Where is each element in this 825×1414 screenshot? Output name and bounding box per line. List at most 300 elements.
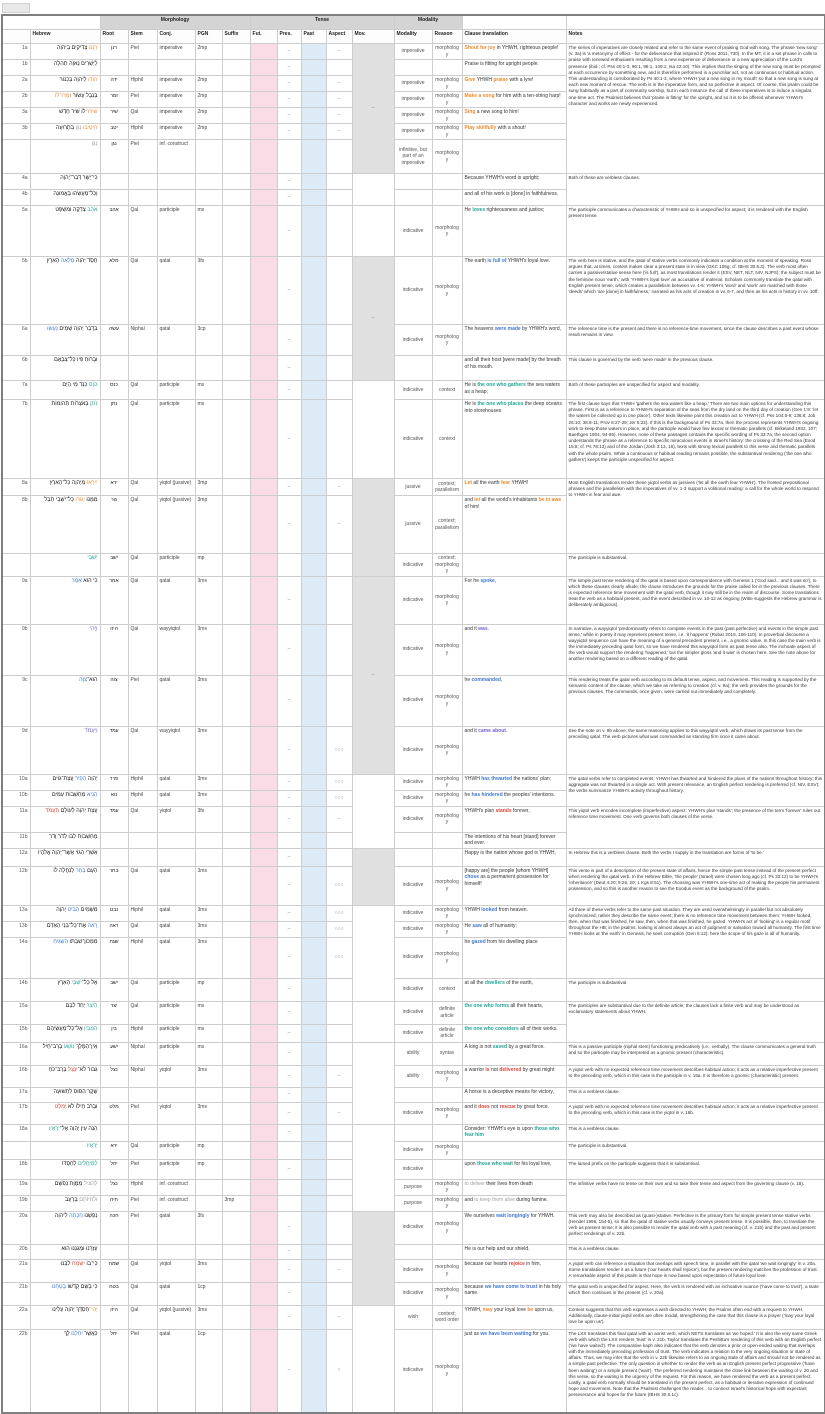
- cell-future[interactable]: [250, 576, 277, 624]
- cell-root[interactable]: בחר: [100, 866, 128, 905]
- cell-present[interactable]: –: [277, 576, 301, 624]
- cell-suffix[interactable]: [222, 921, 250, 937]
- cell-aspect[interactable]: [326, 60, 352, 76]
- cell-stem[interactable]: Piel: [128, 1195, 157, 1211]
- cell-past[interactable]: [301, 806, 326, 832]
- cell-root[interactable]: ראה: [100, 921, 128, 937]
- cell-reason[interactable]: morphology: [432, 921, 462, 937]
- cell-pgn[interactable]: [195, 140, 222, 174]
- cell-verse-ref[interactable]: 3a: [2, 108, 30, 124]
- cell-pgn[interactable]: mp: [195, 554, 222, 577]
- cell-hebrew[interactable]: [30, 479, 100, 496]
- cell-verse-ref[interactable]: 9c: [2, 675, 30, 726]
- cell-clause-translation[interactable]: [462, 790, 566, 806]
- cell-clause-translation[interactable]: [462, 1102, 566, 1124]
- cell-root[interactable]: זמר: [100, 92, 128, 108]
- col-past[interactable]: Past: [301, 30, 326, 44]
- cell-verse-ref[interactable]: 16b: [2, 1065, 30, 1087]
- cell-clause-translation[interactable]: [462, 479, 566, 496]
- cell-pgn[interactable]: 3ms: [195, 675, 222, 726]
- cell-present[interactable]: [277, 1141, 301, 1159]
- cell-notes[interactable]: This yiqtol verb encodes incomplete (imperfective) aspect: YHWH's plan 'stands'; the presence of the term 'forever' rules out reference time movement. One verb governs both clauses of the verse.: [566, 806, 825, 848]
- cell-past[interactable]: [301, 1124, 326, 1141]
- cell-hebrew[interactable]: [30, 1244, 100, 1259]
- cell-stem[interactable]: Qal: [128, 1305, 157, 1329]
- cell-notes[interactable]: The lamed prefix on the participle suggests that it is substantival.: [566, 1159, 825, 1179]
- cell-root[interactable]: רנן: [100, 44, 128, 60]
- cell-modality[interactable]: indicative: [394, 624, 432, 675]
- cell-stem[interactable]: Piel: [128, 1102, 157, 1124]
- cell-past[interactable]: [301, 832, 326, 848]
- cell-suffix[interactable]: [222, 774, 250, 790]
- cell-hebrew[interactable]: [30, 790, 100, 806]
- cell-aspect[interactable]: [326, 1042, 352, 1065]
- cell-movement[interactable]: –: [352, 44, 394, 174]
- cell-reason[interactable]: morphology: [432, 1141, 462, 1159]
- cell-past[interactable]: [301, 1065, 326, 1087]
- cell-clause-translation[interactable]: [462, 1065, 566, 1087]
- cell-present[interactable]: –: [277, 1159, 301, 1179]
- cell-present[interactable]: –: [277, 381, 301, 400]
- cell-verse-ref[interactable]: [2, 140, 30, 174]
- cell-verse-ref[interactable]: 11a: [2, 806, 30, 832]
- cell-conjugation[interactable]: yiqtol: [157, 1102, 195, 1124]
- cell-pgn[interactable]: 1cp: [195, 1329, 222, 1413]
- cell-hebrew[interactable]: [30, 1102, 100, 1124]
- cell-verse-ref[interactable]: 20b: [2, 1244, 30, 1259]
- cell-notes[interactable]: Both of these participles are unspecified for aspect and modality.: [566, 381, 825, 400]
- cell-root[interactable]: חכה: [100, 1211, 128, 1244]
- cell-stem[interactable]: Qal: [128, 479, 157, 496]
- cell-verse-ref[interactable]: 16a: [2, 1042, 30, 1065]
- cell-clause-translation[interactable]: [462, 905, 566, 921]
- cell-aspect[interactable]: [326, 190, 352, 206]
- cell-root[interactable]: אהב: [100, 206, 128, 257]
- cell-reason[interactable]: morphology: [432, 76, 462, 92]
- cell-root[interactable]: נתן: [100, 400, 128, 479]
- cell-suffix[interactable]: [222, 356, 250, 381]
- cell-clause-translation[interactable]: [462, 848, 566, 866]
- cell-stem[interactable]: Qal: [128, 1141, 157, 1159]
- cell-future[interactable]: [250, 1001, 277, 1024]
- cell-modality[interactable]: [394, 1244, 432, 1259]
- cell-aspect[interactable]: [326, 848, 352, 866]
- cell-suffix[interactable]: [222, 806, 250, 832]
- cell-clause-translation[interactable]: [462, 1042, 566, 1065]
- cell-suffix[interactable]: [222, 905, 250, 921]
- cell-past[interactable]: [301, 726, 326, 774]
- cell-future[interactable]: [250, 774, 277, 790]
- cell-future[interactable]: [250, 1282, 277, 1305]
- cell-root[interactable]: נבט: [100, 905, 128, 921]
- cell-suffix[interactable]: [222, 206, 250, 257]
- cell-verse-ref[interactable]: 1a: [2, 44, 30, 60]
- cell-movement[interactable]: [352, 479, 394, 577]
- cell-verse-ref[interactable]: 6a: [2, 325, 30, 356]
- cell-conjugation[interactable]: participle: [157, 1141, 195, 1159]
- cell-pgn[interactable]: 3fs: [195, 257, 222, 325]
- cell-future[interactable]: [250, 866, 277, 905]
- cell-pgn[interactable]: mp: [195, 1141, 222, 1159]
- cell-hebrew[interactable]: [30, 921, 100, 937]
- cell-conjugation[interactable]: participle: [157, 206, 195, 257]
- cell-clause-translation[interactable]: [462, 774, 566, 790]
- cell-past[interactable]: [301, 174, 326, 190]
- cell-modality[interactable]: purpose: [394, 1179, 432, 1195]
- cell-stem[interactable]: Piel: [128, 92, 157, 108]
- cell-aspect[interactable]: ○○○: [326, 905, 352, 921]
- cell-stem[interactable]: Qal: [128, 206, 157, 257]
- cell-conjugation[interactable]: qatal: [157, 1329, 195, 1413]
- cell-modality[interactable]: jussive: [394, 479, 432, 496]
- cell-past[interactable]: [301, 479, 326, 496]
- cell-notes[interactable]: The verb here is stative, and the qatal of stative verbs commonly indicates a condition at the moment of speaking. Ross argues that, at times, context makes clear a present state is in view (GKC 106g; cf. IBHS 30.5.3). The verb most often carries a passive/stative sense here ('is full'), as most translations render it (ESV, NET, NLT, NIV, NJPS); the subject must be the feminine noun 'earth,' with 'YHWH's loyal love' an accusative of material. Scholars commonly translate the qatal with English present tense, which creates a parallelism between vv. 4-5: YHWH's 'word' and 'work' are matched with those 'deeds' which 'are [done] in faithfulness,' narrated as his acts of creation in vv. 6-7, and then as his acts in history in vv. 10ff.: [566, 257, 825, 325]
- cell-past[interactable]: [301, 124, 326, 140]
- cell-suffix[interactable]: [222, 1042, 250, 1065]
- cell-aspect[interactable]: ○○○: [326, 866, 352, 905]
- cell-root[interactable]: [100, 1124, 128, 1141]
- cell-reason[interactable]: morphology: [432, 1211, 462, 1244]
- cell-clause-translation[interactable]: [462, 1087, 566, 1102]
- cell-hebrew[interactable]: [30, 1259, 100, 1282]
- cell-conjugation[interactable]: imperative: [157, 124, 195, 140]
- cell-root[interactable]: ישׁב: [100, 554, 128, 577]
- cell-present[interactable]: –: [277, 76, 301, 92]
- cell-notes[interactable]: In Hebrew this is a verbless clause. Both the verbs I supply in the translation are forms of 'to be.': [566, 848, 825, 866]
- cell-clause-translation[interactable]: [462, 1211, 566, 1244]
- cell-modality[interactable]: indicative: [394, 257, 432, 325]
- cell-past[interactable]: [301, 1211, 326, 1244]
- cell-notes[interactable]: The first clause says that YHWH 'gathers the sea waters like a heap.' There are two main options for understanding this phrase. First is as a reference to YHWH's separation of the seas from the dry land on the third day of creation (Gen 1:9: 'let the waters be collected up in one place'). Other texts likewise point this creation act to YHWH (cf. Pss 104:5-9; 136:6; Job 26:10; 38:8-11; Prov 8:27-29; Jer 5:22). If this is the background of Ps 33:7a, then the process represents YHWH's ongoing work to keep those waters in place, and the participle would have few lexical or thematic parallels (cf. Birkeland 1932, 107; Baethgen 1904, 94-95). However, none of these passages contains the specific wording of Ps 33:7a; the second option understands the phrase as a reference to specific miraculous events in Israel's history: the crossing of the Red Sea (Exod 15:8; cf. Ps 78:13) and of the Jordan (Josh 3:13, 16), texts with strong lexical parallels to this verse and thematic parallels with the whole psalm. While a continuous or habitual reading remains possible, the substantival rendering ('the one who gathers') keeps the participle unspecified for aspect.: [566, 400, 825, 479]
- cell-clause-translation[interactable]: [462, 325, 566, 356]
- cell-suffix[interactable]: [222, 978, 250, 1001]
- cell-root[interactable]: חיה: [100, 1195, 128, 1211]
- cell-stem[interactable]: [128, 1087, 157, 1102]
- cell-conjugation[interactable]: imperative: [157, 108, 195, 124]
- cell-verse-ref[interactable]: 18a: [2, 1124, 30, 1141]
- cell-root[interactable]: מלא: [100, 257, 128, 325]
- cell-stem[interactable]: Qal: [128, 1001, 157, 1024]
- cell-aspect[interactable]: ○: [326, 1329, 352, 1413]
- cell-modality[interactable]: indicative: [394, 206, 432, 257]
- cell-present[interactable]: –: [277, 1042, 301, 1065]
- cell-verse-ref[interactable]: 2b: [2, 92, 30, 108]
- cell-notes[interactable]: This rendering treats the qatal verb according to its default tense, aspect, and movement. This reading is supported by the semantic content of the clause, which we take as referring to creation (cf. v. 9a); the verb provides the grounds for the previous clauses. The commands, once given, were carried out immediately and completely.: [566, 675, 825, 726]
- cell-modality[interactable]: [394, 1087, 432, 1102]
- cell-past[interactable]: [301, 206, 326, 257]
- cell-aspect[interactable]: [326, 356, 352, 381]
- cell-notes[interactable]: The participles are substantival due to the definite article; the clauses lack a finite verb and may be understood as exclamatory statements about YHWH.: [566, 1001, 825, 1042]
- cell-modality[interactable]: [394, 848, 432, 866]
- cell-movement[interactable]: [352, 1042, 394, 1124]
- cell-future[interactable]: [250, 790, 277, 806]
- cell-modality[interactable]: indicative: [394, 905, 432, 921]
- cell-modality[interactable]: indicative: [394, 726, 432, 774]
- cell-root[interactable]: [100, 174, 128, 190]
- cell-reason[interactable]: definite article: [432, 1024, 462, 1042]
- cell-stem[interactable]: Qal: [128, 1282, 157, 1305]
- cell-aspect[interactable]: [326, 1244, 352, 1259]
- cell-suffix[interactable]: [222, 496, 250, 554]
- cell-root[interactable]: יחל: [100, 1329, 128, 1413]
- cell-notes[interactable]: The LXX translates this final qatal with an aorist verb, which NETS translates as 'we hoped.' It is also the very same Greek verb with which the LXX renders 'trust' in v. 21b. Taylor translates the Peshitta's rendering of this verb with an English perfect ('we have waited'). The comparative kaph also indicates that the verb denotes a prior or open-ended waiting that overlaps with the immediately preceding profession of trust. The verb indicates a relation to the very ongoing situation or state of affairs. Thus, we may infer that the verb in v. 22b likewise refers to an ongoing state of affairs and should not be rendered as a simple past perfective. The only question is whether to render the verb as an English present perfect progressive ('have been waiting') or a simple present ('wait'). The preferred rendering maintains the close link between the waiting of v. 20 and this verse, so the waiting is the urgency of the request. For this reason, we have rendered the verb as a present perfect. Lastly, a qatal verb normally should be translated in the present perfect, as a habitual or iterative expression of continued hope and movement. Note that the Psalmist challenges the reader... to connect Israel's historical hope with expectant perseverance and hopes for the future (IBHS 30.5.1c).: [566, 1329, 825, 1413]
- cell-hebrew[interactable]: [30, 937, 100, 978]
- cell-verse-ref[interactable]: 7b: [2, 400, 30, 479]
- cell-suffix[interactable]: [222, 1001, 250, 1024]
- cell-past[interactable]: [301, 1329, 326, 1413]
- cell-clause-translation[interactable]: [462, 1329, 566, 1413]
- cell-root[interactable]: עמד: [100, 806, 128, 832]
- cell-pgn[interactable]: 3mp: [195, 479, 222, 496]
- cell-future[interactable]: [250, 190, 277, 206]
- cell-future[interactable]: [250, 1195, 277, 1211]
- cell-reason[interactable]: morphology: [432, 257, 462, 325]
- cell-suffix[interactable]: [222, 92, 250, 108]
- cell-hebrew[interactable]: [30, 848, 100, 866]
- cell-stem[interactable]: Niphal: [128, 1065, 157, 1087]
- cell-suffix[interactable]: [222, 381, 250, 400]
- cell-past[interactable]: [301, 848, 326, 866]
- cell-present[interactable]: –: [277, 905, 301, 921]
- cell-suffix[interactable]: [222, 257, 250, 325]
- cell-movement[interactable]: [352, 174, 394, 206]
- cell-stem[interactable]: Qal: [128, 921, 157, 937]
- cell-pgn[interactable]: ms: [195, 1042, 222, 1065]
- cell-present[interactable]: –: [277, 400, 301, 479]
- cell-hebrew[interactable]: [30, 624, 100, 675]
- cell-future[interactable]: [250, 1024, 277, 1042]
- cell-verse-ref[interactable]: 5b: [2, 257, 30, 325]
- cell-clause-translation[interactable]: [462, 1124, 566, 1141]
- cell-past[interactable]: [301, 937, 326, 978]
- cell-modality[interactable]: [394, 832, 432, 848]
- cell-clause-translation[interactable]: [462, 140, 566, 174]
- cell-reason[interactable]: morphology: [432, 206, 462, 257]
- cell-hebrew[interactable]: [30, 76, 100, 92]
- cell-reason[interactable]: morphology: [432, 576, 462, 624]
- cell-future[interactable]: [250, 44, 277, 60]
- cell-past[interactable]: [301, 1001, 326, 1024]
- cell-past[interactable]: [301, 92, 326, 108]
- cell-root[interactable]: מלט: [100, 1102, 128, 1124]
- cell-pgn[interactable]: 3ms: [195, 937, 222, 978]
- cell-hebrew[interactable]: [30, 381, 100, 400]
- cell-conjugation[interactable]: qatal: [157, 675, 195, 726]
- cell-future[interactable]: [250, 1179, 277, 1195]
- cell-conjugation[interactable]: participle: [157, 1024, 195, 1042]
- cell-future[interactable]: [250, 76, 277, 92]
- cell-suffix[interactable]: [222, 1259, 250, 1282]
- cell-reason[interactable]: morphology: [432, 790, 462, 806]
- cell-aspect[interactable]: [326, 1159, 352, 1179]
- cell-hebrew[interactable]: [30, 726, 100, 774]
- cell-past[interactable]: [301, 400, 326, 479]
- cell-hebrew[interactable]: [30, 1329, 100, 1413]
- cell-root[interactable]: ישׁע: [100, 1042, 128, 1065]
- cell-past[interactable]: [301, 921, 326, 937]
- cell-reason[interactable]: [432, 1159, 462, 1179]
- cell-reason[interactable]: morphology: [432, 1102, 462, 1124]
- cell-notes[interactable]: A yiqtol verb can reference a situation that overlaps with speech time, in parallel with the qatal 'we wait longingly' in v. 20a. Some translations render it as a future ('our hearts shall rejoice'), but the present rendering matches the profession of trust. A remarkable aspect of this psalm is that hope is now based upon expectation of future loyal love.: [566, 1259, 825, 1282]
- cell-hebrew[interactable]: [30, 675, 100, 726]
- cell-future[interactable]: [250, 257, 277, 325]
- cell-future[interactable]: [250, 848, 277, 866]
- cell-conjugation[interactable]: participle: [157, 381, 195, 400]
- cell-root[interactable]: בין: [100, 1024, 128, 1042]
- cell-stem[interactable]: Hiphil: [128, 124, 157, 140]
- cell-root[interactable]: נצל: [100, 1065, 128, 1087]
- cell-future[interactable]: [250, 1102, 277, 1124]
- cell-root[interactable]: פרר: [100, 774, 128, 790]
- cell-modality[interactable]: [394, 190, 432, 206]
- cell-aspect[interactable]: [326, 325, 352, 356]
- cell-suffix[interactable]: [222, 325, 250, 356]
- cell-pgn[interactable]: ms: [195, 400, 222, 479]
- cell-past[interactable]: [301, 108, 326, 124]
- cell-suffix[interactable]: [222, 1329, 250, 1413]
- cell-pgn[interactable]: 1cp: [195, 1282, 222, 1305]
- cell-root[interactable]: גור: [100, 496, 128, 554]
- cell-clause-translation[interactable]: [462, 400, 566, 479]
- cell-future[interactable]: [250, 1087, 277, 1102]
- cell-stem[interactable]: [128, 356, 157, 381]
- cell-aspect[interactable]: [326, 1087, 352, 1102]
- cell-clause-translation[interactable]: [462, 675, 566, 726]
- cell-notes[interactable]: The participle is substantival.: [566, 1141, 825, 1159]
- cell-hebrew[interactable]: [30, 576, 100, 624]
- cell-clause-translation[interactable]: [462, 832, 566, 848]
- cell-present[interactable]: –: [277, 866, 301, 905]
- cell-verse-ref[interactable]: 7a: [2, 381, 30, 400]
- cell-hebrew[interactable]: [30, 257, 100, 325]
- cell-future[interactable]: [250, 675, 277, 726]
- cell-verse-ref[interactable]: 9b: [2, 624, 30, 675]
- cell-future[interactable]: [250, 832, 277, 848]
- cell-clause-translation[interactable]: [462, 554, 566, 577]
- cell-modality[interactable]: wish: [394, 1305, 432, 1329]
- cell-conjugation[interactable]: yiqtol (jussive): [157, 1305, 195, 1329]
- cell-reason[interactable]: [432, 1244, 462, 1259]
- cell-stem[interactable]: Hiphil: [128, 76, 157, 92]
- cell-verse-ref[interactable]: 9a: [2, 576, 30, 624]
- cell-reason[interactable]: morphology: [432, 726, 462, 774]
- cell-hebrew[interactable]: [30, 325, 100, 356]
- cell-stem[interactable]: Piel: [128, 1211, 157, 1244]
- cell-clause-translation[interactable]: [462, 866, 566, 905]
- cell-suffix[interactable]: [222, 675, 250, 726]
- cell-aspect[interactable]: [326, 554, 352, 577]
- cell-notes[interactable]: The participle is substantival.: [566, 554, 825, 577]
- cell-suffix[interactable]: [222, 124, 250, 140]
- cell-present[interactable]: –: [277, 937, 301, 978]
- cell-pgn[interactable]: 2mp: [195, 92, 222, 108]
- cell-hebrew[interactable]: [30, 496, 100, 554]
- cell-stem[interactable]: Niphal: [128, 1042, 157, 1065]
- cell-aspect[interactable]: [326, 1282, 352, 1305]
- cell-reason[interactable]: [432, 1124, 462, 1141]
- cell-future[interactable]: [250, 108, 277, 124]
- cell-modality[interactable]: indicative: [394, 790, 432, 806]
- cell-aspect[interactable]: –: [326, 1259, 352, 1282]
- cell-reason[interactable]: [432, 174, 462, 190]
- col-ref[interactable]: [2, 30, 30, 44]
- cell-modality[interactable]: indicative: [394, 774, 432, 790]
- group-modality[interactable]: Modality: [394, 15, 462, 30]
- cell-verse-ref[interactable]: 12b: [2, 866, 30, 905]
- cell-pgn[interactable]: ms: [195, 1001, 222, 1024]
- cell-conjugation[interactable]: qatal: [157, 790, 195, 806]
- cell-future[interactable]: [250, 60, 277, 76]
- cell-reason[interactable]: context; word order: [432, 1305, 462, 1329]
- cell-conjugation[interactable]: inf. construct: [157, 140, 195, 174]
- cell-notes[interactable]: The infinitive verbs have no tense on their own and so take their tense and aspect from the governing clause (v. 18).: [566, 1179, 825, 1211]
- cell-hebrew[interactable]: [30, 806, 100, 832]
- cell-future[interactable]: [250, 554, 277, 577]
- cell-aspect[interactable]: [326, 624, 352, 675]
- cell-modality[interactable]: indicative: [394, 1024, 432, 1042]
- cell-modality[interactable]: indicative: [394, 554, 432, 577]
- cell-conjugation[interactable]: participle: [157, 1159, 195, 1179]
- cell-reason[interactable]: morphology: [432, 92, 462, 108]
- cell-hebrew[interactable]: [30, 554, 100, 577]
- cell-conjugation[interactable]: yiqtol: [157, 1259, 195, 1282]
- cell-present[interactable]: –: [277, 1211, 301, 1244]
- cell-modality[interactable]: [394, 1124, 432, 1141]
- cell-verse-ref[interactable]: 10a: [2, 774, 30, 790]
- cell-suffix[interactable]: [222, 554, 250, 577]
- cell-hebrew[interactable]: [30, 92, 100, 108]
- cell-past[interactable]: [301, 1024, 326, 1042]
- cell-modality[interactable]: ability: [394, 1042, 432, 1065]
- cell-present[interactable]: [277, 1195, 301, 1211]
- cell-present[interactable]: –: [277, 92, 301, 108]
- cell-past[interactable]: [301, 356, 326, 381]
- cell-present[interactable]: [277, 832, 301, 848]
- cell-suffix[interactable]: [222, 1179, 250, 1195]
- cell-root[interactable]: [100, 60, 128, 76]
- cell-verse-ref[interactable]: 17b: [2, 1102, 30, 1124]
- cell-root[interactable]: ידה: [100, 76, 128, 92]
- cell-present[interactable]: –: [277, 190, 301, 206]
- cell-future[interactable]: [250, 905, 277, 921]
- cell-notes[interactable]: This is a verbless clause.: [566, 1244, 825, 1259]
- cell-reason[interactable]: [432, 356, 462, 381]
- cell-past[interactable]: [301, 576, 326, 624]
- cell-stem[interactable]: Qal: [128, 381, 157, 400]
- cell-pgn[interactable]: [195, 1244, 222, 1259]
- cell-pgn[interactable]: [195, 356, 222, 381]
- cell-stem[interactable]: Qal: [128, 108, 157, 124]
- cell-notes[interactable]: The participle is substantival.: [566, 978, 825, 1001]
- cell-stem[interactable]: Qal: [128, 257, 157, 325]
- col-conj[interactable]: Conj.: [157, 30, 195, 44]
- cell-clause-translation[interactable]: [462, 1001, 566, 1024]
- cell-verse-ref[interactable]: 14a: [2, 937, 30, 978]
- col-movement[interactable]: Mov.: [352, 30, 394, 44]
- cell-future[interactable]: [250, 1329, 277, 1413]
- cell-notes[interactable]: The simple past tense rendering of the qatal is based upon correspondence with Genesis 1 ('God said... and it was so'), to which these clauses clearly allude; the clause introduces the grounds for the praise called for in the previous clauses. There is expected reference time movement with the qatal verb, though it may still be in the realm of discourse. Some translations treat the verb as a habitual present, and the event described in vv. 10-12 as ongoing (Witte suggests the Hebrew grammar is deliberately ambiguous).: [566, 576, 825, 624]
- cell-present[interactable]: –: [277, 848, 301, 866]
- cell-modality[interactable]: jussive: [394, 496, 432, 554]
- cell-past[interactable]: [301, 325, 326, 356]
- cell-verse-ref[interactable]: [2, 1141, 30, 1159]
- cell-hebrew[interactable]: [30, 1001, 100, 1024]
- cell-stem[interactable]: Qal: [128, 1259, 157, 1282]
- cell-reason[interactable]: context; parallelism: [432, 479, 462, 496]
- cell-reason[interactable]: morphology: [432, 624, 462, 675]
- cell-notes[interactable]: See the note on v. 9b above; the same reasoning applies to this wayyiqtol verb, which draws its past tense from the preceding qatal. The verb pictures what was commanded as standing firm once it came about.: [566, 726, 825, 774]
- cell-suffix[interactable]: [222, 1087, 250, 1102]
